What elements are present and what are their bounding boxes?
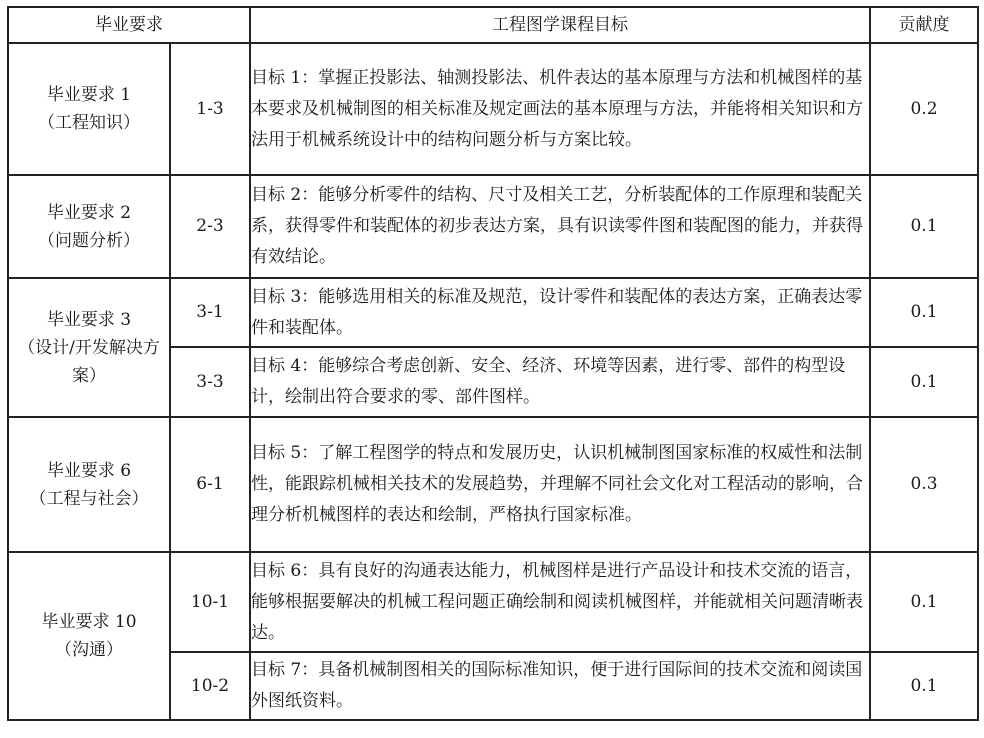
- contribution-value: 0.1: [870, 278, 978, 347]
- course-goal: 目标 6：具有良好的沟通表达能力，机械图样是进行产品设计和技术交流的语言，能够根据要解决的机械工程问题正确绘制和阅读机械图样，并能就相关问题清晰表达。: [250, 552, 870, 652]
- contribution-value: 0.1: [870, 175, 978, 278]
- table-row: [8, 43, 978, 175]
- contribution-value: 0.1: [870, 552, 978, 652]
- requirement-category: （工程与社会）: [29, 488, 149, 509]
- requirement-category: （沟通）: [55, 640, 123, 660]
- requirement-cell: [8, 43, 170, 175]
- table-row: [8, 417, 978, 552]
- requirement-category: （问题分析）: [38, 230, 140, 251]
- requirement-cell: [8, 417, 170, 552]
- contribution-value: 0.1: [870, 652, 978, 720]
- table-row: [8, 278, 978, 347]
- table-row: [8, 175, 978, 278]
- course-goal: 目标 7：具备机械制图相关的国际标准知识，便于进行国际间的技术交流和阅读国外图纸资料。: [250, 652, 870, 720]
- course-goal: 目标 3：能够选用相关的标准及规范，设计零件和装配体的表达方案，正确表达零件和装配体。: [250, 278, 870, 347]
- indicator-code: 3-1: [170, 278, 250, 347]
- course-goal: 目标 5：了解工程图学的特点和发展历史，认识机械制图国家标准的权威性和法制性，能跟踪机械相关技术的发展趋势，并理解不同社会文化对工程活动的影响，合理分析机械图样的表达和绘制，严格执行国家标准。: [250, 417, 870, 552]
- requirement-cell: [8, 278, 170, 417]
- header-row: [8, 7, 978, 43]
- requirement-name: 毕业要求 1: [46, 85, 132, 105]
- header-requirement: 毕业要求: [8, 7, 250, 43]
- header-contribution: 贡献度: [870, 7, 978, 43]
- requirement-name: 毕业要求 3: [46, 309, 132, 330]
- indicator-code: 3-3: [170, 347, 250, 417]
- requirement-name: 毕业要求 6: [46, 460, 132, 481]
- course-goal: 目标 2：能够分析零件的结构、尺寸及相关工艺，分析装配体的工作原理和装配关系，获得零件和装配体的初步表达方案，具有识读零件图和装配图的能力，并获得有效结论。: [250, 175, 870, 278]
- course-objectives-table: [7, 6, 979, 721]
- indicator-code: 6-1: [170, 417, 250, 552]
- requirement-cell: [8, 552, 170, 720]
- contribution-value: 0.1: [870, 347, 978, 417]
- contribution-value: 0.2: [870, 43, 978, 175]
- course-goal: 目标 1：掌握正投影法、轴测投影法、机件表达的基本原理与方法和机械图样的基本要求及机械制图的相关标准及规定画法的基本原理与方法，并能将相关知识和方法用于机械系统设计中的结构问题分析与方案比较。: [250, 43, 870, 175]
- requirement-category: （设计/开发解决方案）: [18, 337, 160, 386]
- indicator-code: 10-1: [170, 552, 250, 652]
- indicator-code: 10-2: [170, 652, 250, 720]
- requirement-category: （工程知识）: [38, 113, 140, 133]
- requirement-cell: [8, 175, 170, 278]
- indicator-code: 1-3: [170, 43, 250, 175]
- indicator-code: 2-3: [170, 175, 250, 278]
- requirement-name: 毕业要求 10: [41, 612, 137, 632]
- requirement-name: 毕业要求 2: [46, 202, 132, 223]
- table-row: [8, 552, 978, 652]
- course-goal: 目标 4：能够综合考虑创新、安全、经济、环境等因素，进行零、部件的构型设计，绘制出符合要求的零、部件图样。: [250, 347, 870, 417]
- contribution-value: 0.3: [870, 417, 978, 552]
- header-goal: 工程图学课程目标: [250, 7, 870, 43]
